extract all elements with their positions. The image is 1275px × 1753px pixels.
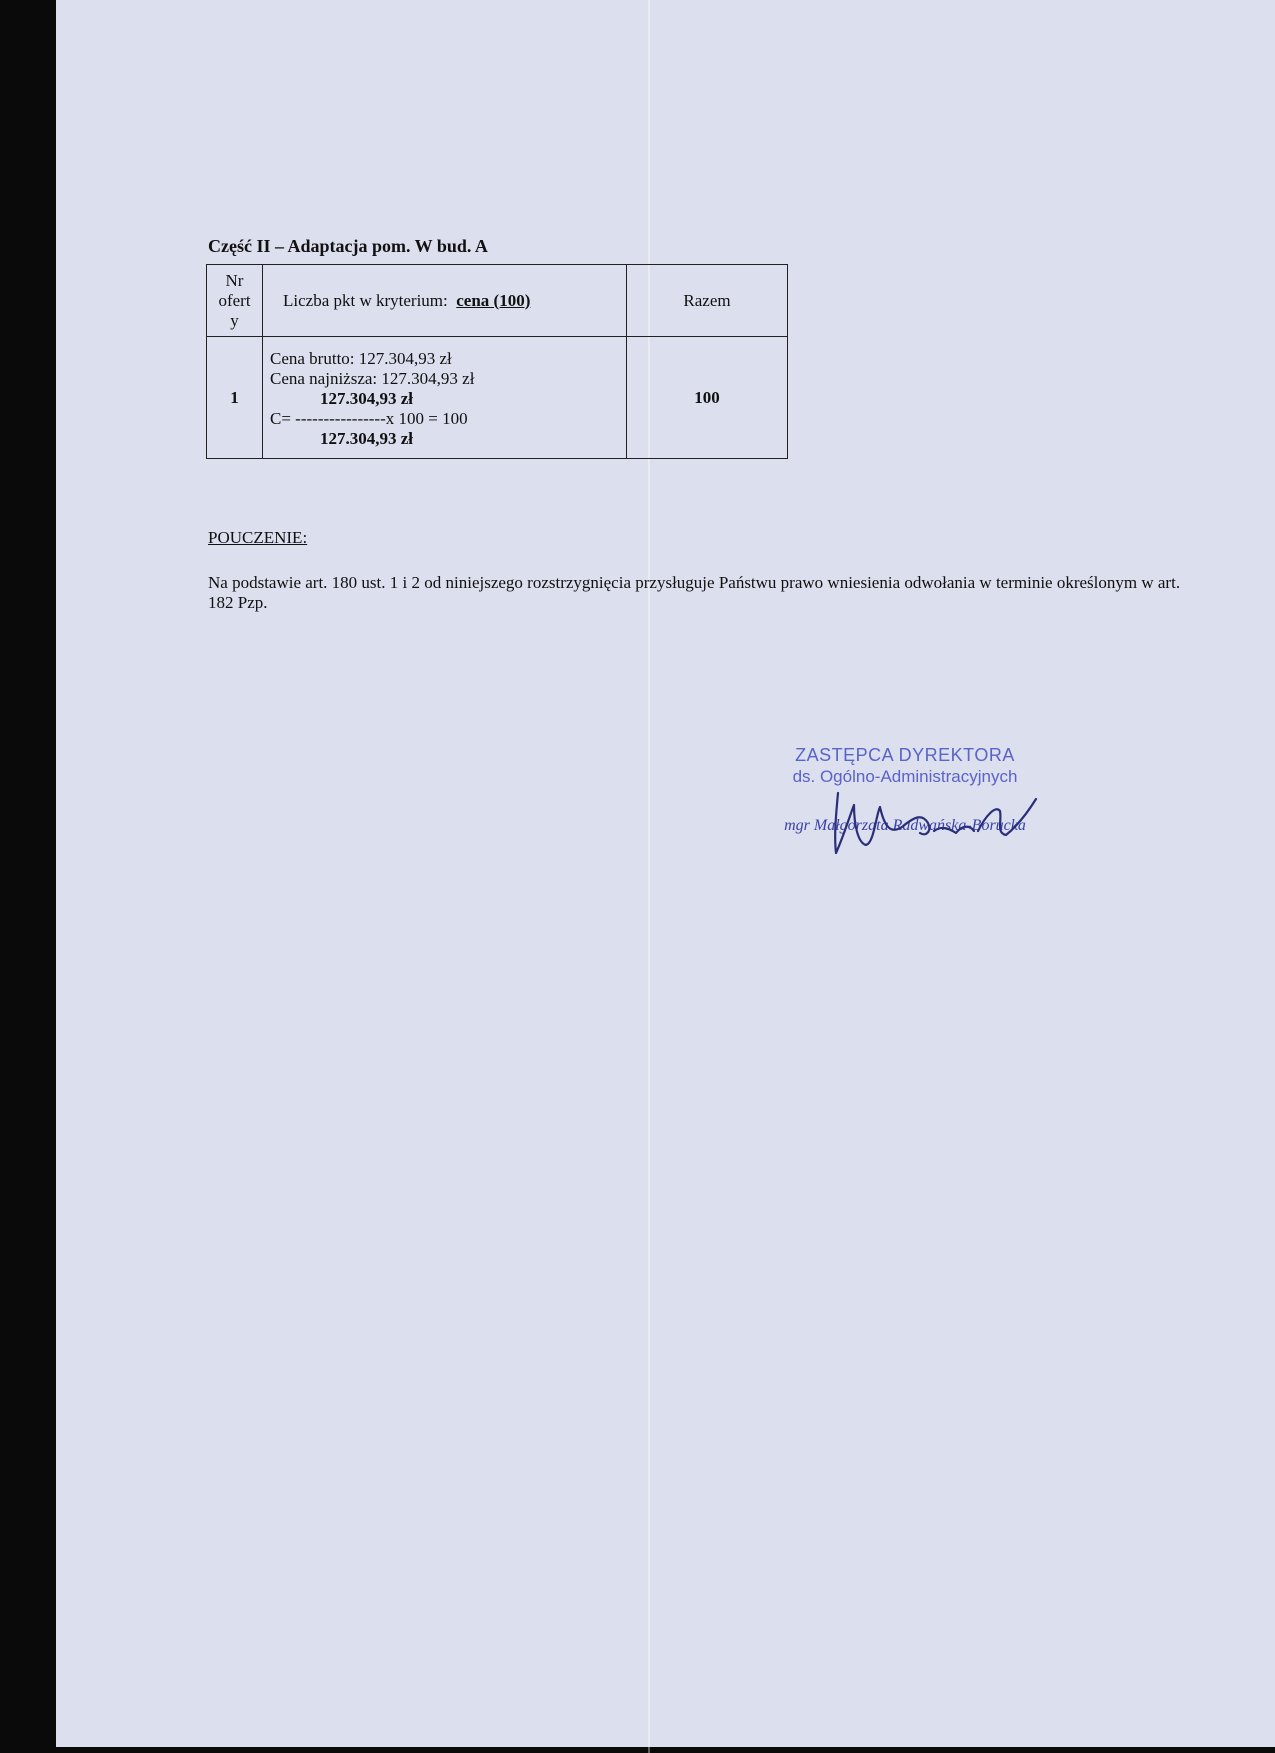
gross-price: Cena brutto: 127.304,93 zł (270, 348, 452, 368)
formula: C= ----------------x 100 = 100 (270, 408, 468, 428)
stamp-subtitle: ds. Ogólno-Administracyjnych (792, 767, 1018, 786)
formula-denominator: 127.304,93 zł (320, 428, 414, 448)
offer-sum: 100 (627, 337, 788, 459)
scan-bottom-border (0, 1747, 1275, 1753)
header-sum: Razem (627, 265, 788, 337)
price-calculation (263, 337, 627, 459)
criteria-name: cena (100) (456, 290, 531, 310)
offers-score-table (206, 264, 788, 459)
header-offer-number: Nr ofert y (207, 265, 263, 337)
offer-number: 1 (207, 337, 263, 459)
stamp-title: ZASTĘPCA DYREKTORA (795, 745, 1015, 765)
section-title: Część II – Adaptacja pom. W bud. A (208, 236, 488, 256)
formula-numerator: 127.304,93 zł (320, 388, 414, 408)
table-row (207, 337, 788, 459)
criteria-prefix: Liczba pkt w kryterium: (283, 290, 448, 310)
header-criteria (263, 265, 627, 337)
notice-heading: POUCZENIE: (208, 528, 308, 547)
handwritten-signature (810, 775, 1050, 865)
stamp-name: mgr Małgorzata Radwańska-Borucka (784, 817, 1026, 834)
notice-text: Na podstawie art. 180 ust. 1 i 2 od niniejszego rozstrzygnięcia przysługuje Państwu prawo wniesienia odwołania w terminie określonym w art. 182 Pzp. (208, 573, 1181, 612)
lowest-price: Cena najniższa: 127.304,93 zł (270, 368, 475, 388)
paper-fold-line (648, 0, 650, 1753)
table-header-row (207, 265, 788, 337)
scan-left-border (0, 0, 56, 1753)
